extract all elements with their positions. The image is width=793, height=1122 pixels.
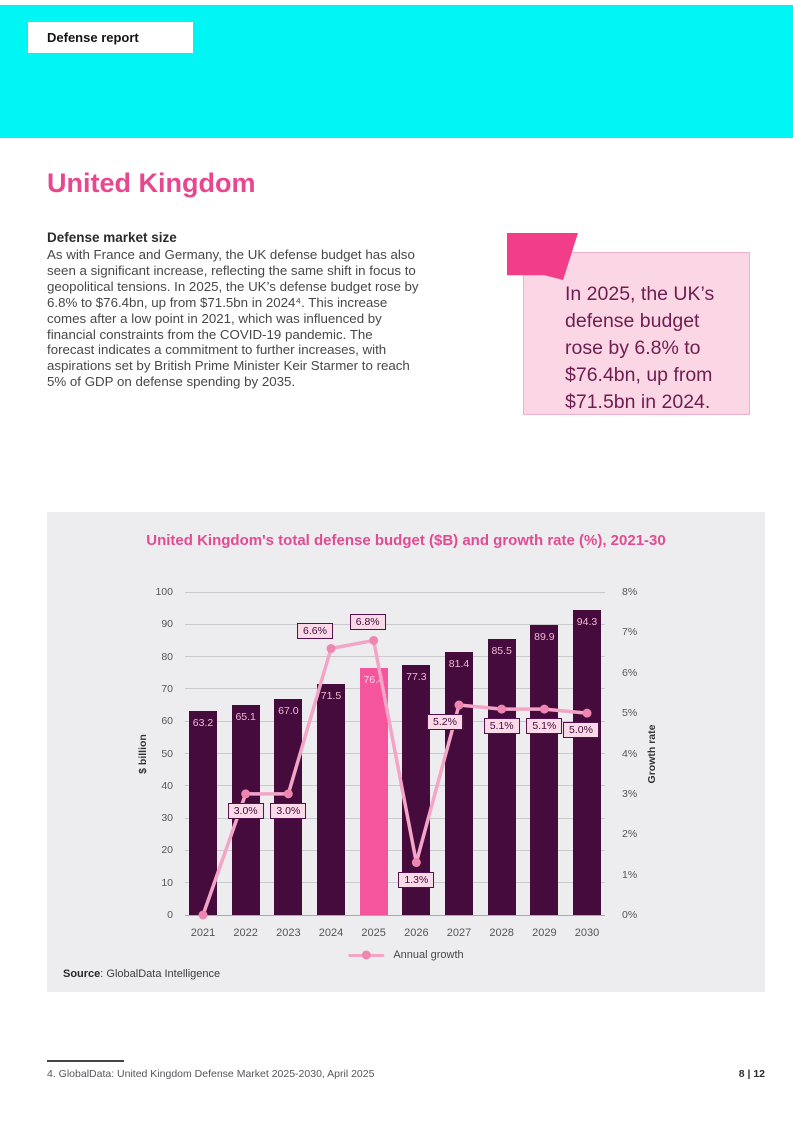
body-paragraph: As with France and Germany, the UK defense budget has also seen a significant increase, reflecting the same shift in focus to geopolitical tensions. In 2025, the UK’s defense budget rose by 6.8% to $76.4bn, up from $71.5bn in 2024⁴. This increase comes after a low point in 2021, which was influenced by financial constraints from the COVID-19 pandemic. The forecast indicates a commitment to further increases, with aspirations set by British Prime Minister Keir Starmer to reach 5% of GDP on defense spending by 2035. bbox=[47, 247, 419, 390]
growth-value-label: 5.0% bbox=[563, 722, 599, 738]
growth-marker bbox=[455, 701, 464, 710]
growth-marker bbox=[327, 644, 336, 653]
bar-value-label: 67.0 bbox=[278, 704, 299, 717]
growth-marker bbox=[497, 705, 506, 714]
growth-marker bbox=[583, 709, 592, 718]
left-axis-tick: 30 bbox=[161, 812, 173, 825]
bar-value-label: 76.4 bbox=[363, 674, 384, 687]
growth-marker bbox=[284, 789, 293, 798]
legend-label: Annual growth bbox=[393, 949, 464, 961]
growth-value-label: 5.1% bbox=[526, 718, 562, 734]
growth-value-label: 5.1% bbox=[484, 718, 520, 734]
bar-value-label: 85.5 bbox=[491, 644, 512, 657]
report-tag bbox=[28, 22, 193, 53]
growth-marker bbox=[369, 636, 378, 645]
chart-source bbox=[63, 968, 220, 980]
left-axis-tick: 10 bbox=[161, 876, 173, 889]
report-tag-label: Defense report bbox=[47, 30, 139, 45]
left-axis-tick: 80 bbox=[161, 650, 173, 663]
left-axis-title: $ billion bbox=[137, 734, 149, 774]
right-axis-tick: 0% bbox=[622, 909, 638, 921]
right-axis-tick: 2% bbox=[622, 828, 638, 841]
left-axis-tick: 40 bbox=[161, 779, 173, 792]
x-axis-label: 2025 bbox=[361, 927, 386, 939]
growth-value-label: 3.0% bbox=[228, 803, 264, 819]
chart-panel bbox=[47, 512, 765, 992]
growth-marker bbox=[540, 705, 549, 714]
bar-value-label: 63.2 bbox=[192, 716, 214, 729]
x-axis-label: 2022 bbox=[233, 927, 258, 939]
x-axis-label: 2029 bbox=[532, 927, 557, 939]
right-axis-tick: 6% bbox=[622, 666, 638, 679]
growth-value-label: 1.3% bbox=[398, 872, 434, 888]
source-value: : GlobalData Intelligence bbox=[100, 968, 221, 980]
bar-value-label: 77.3 bbox=[406, 671, 427, 684]
right-axis-tick: 5% bbox=[622, 707, 638, 720]
bar-value-label: 89.9 bbox=[534, 630, 555, 643]
growth-marker bbox=[412, 858, 421, 867]
growth-marker bbox=[241, 789, 250, 798]
right-axis-tick: 4% bbox=[622, 747, 638, 760]
page-number: 8 | 12 bbox=[738, 1068, 765, 1080]
source-label: Source bbox=[63, 968, 101, 980]
bar-value-label: 71.5 bbox=[320, 690, 342, 703]
left-axis-tick: 100 bbox=[155, 586, 173, 598]
legend-line-icon bbox=[348, 954, 384, 957]
x-axis-label: 2028 bbox=[489, 927, 514, 939]
bar-value-label: 94.3 bbox=[576, 616, 598, 629]
left-axis-tick: 50 bbox=[161, 747, 173, 760]
x-axis-label: 2023 bbox=[276, 927, 301, 939]
chart-title: United Kingdom's total defense budget ($B) and growth rate (%), 2021-30 bbox=[146, 532, 666, 549]
left-axis-tick: 60 bbox=[161, 715, 173, 728]
growth-value-label: 6.8% bbox=[350, 614, 386, 630]
growth-line bbox=[185, 592, 605, 915]
callout-text: In 2025, the UK’s defense budget rose by 6.8% to $76.4bn, up from $71.5bn in 2024. bbox=[565, 283, 715, 413]
bar-value-label: 81.4 bbox=[448, 658, 470, 671]
legend-dot-icon bbox=[362, 951, 371, 960]
growth-value-label: 6.6% bbox=[297, 623, 333, 639]
page-title: United Kingdom bbox=[47, 168, 256, 198]
chart-legend bbox=[348, 949, 463, 961]
growth-value-label: 5.2% bbox=[427, 714, 463, 730]
left-axis-tick: 0 bbox=[167, 909, 173, 921]
growth-marker bbox=[199, 911, 208, 920]
left-axis-tick: 20 bbox=[161, 844, 173, 857]
bar-value-label: 65.1 bbox=[235, 710, 256, 723]
right-axis-tick: 8% bbox=[622, 586, 638, 598]
x-axis-label: 2026 bbox=[404, 927, 429, 939]
x-axis-label: 2021 bbox=[190, 927, 216, 939]
plot-area bbox=[155, 586, 638, 939]
left-axis-tick: 90 bbox=[161, 618, 173, 631]
right-axis-tick: 7% bbox=[622, 626, 638, 639]
section-heading: Defense market size bbox=[47, 230, 177, 245]
left-axis-tick: 70 bbox=[161, 682, 173, 695]
right-axis-tick: 3% bbox=[622, 787, 638, 800]
x-axis-label: 2024 bbox=[318, 927, 344, 939]
growth-value-label: 3.0% bbox=[270, 803, 306, 819]
x-axis-label: 2030 bbox=[574, 927, 600, 939]
right-axis-tick: 1% bbox=[622, 868, 638, 881]
right-axis-title: Growth rate bbox=[646, 724, 658, 784]
x-axis-label: 2027 bbox=[446, 927, 472, 939]
footnote-rule bbox=[47, 1060, 124, 1062]
footnote: 4. GlobalData: United Kingdom Defense Market 2025-2030, April 2025 bbox=[47, 1068, 375, 1080]
